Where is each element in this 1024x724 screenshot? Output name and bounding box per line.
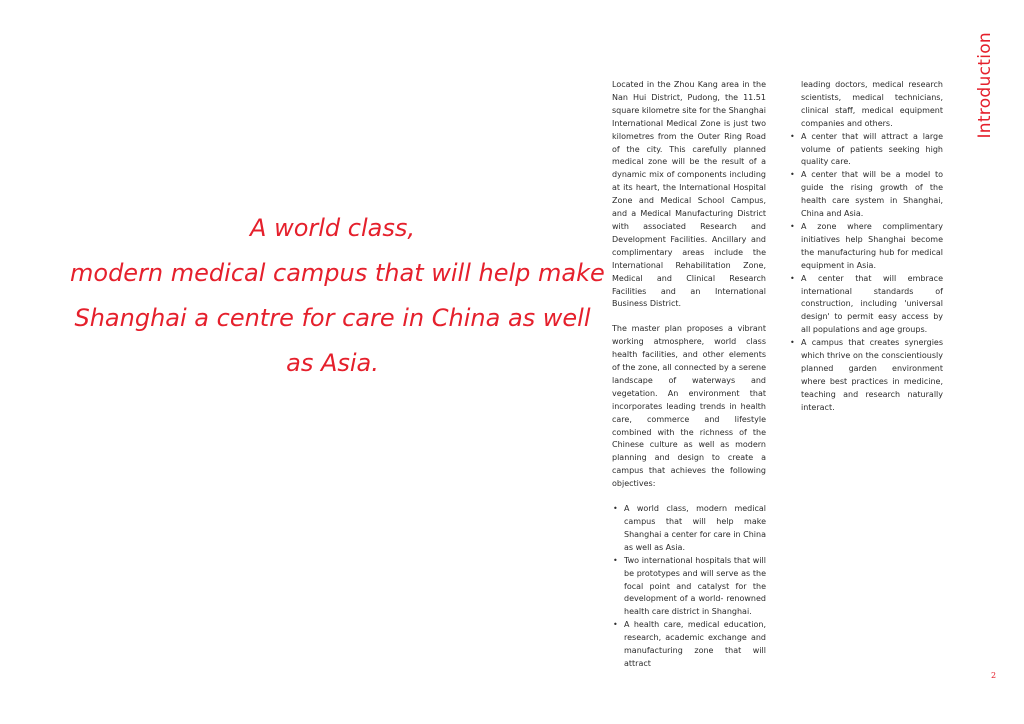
intro-paragraph: Located in the Zhou Kang area in the Nan Hui District, Pudong, the 11.51 square kilometre site for the Shanghai International Medical Zone is just two kilometres from the Outer Ring Road of the city. This carefully planned medical zone will be the result of a dynamic mix of components including at its heart, the International Hospital Zone and Medical School Campus, and a Medical Manufacturing District with associated Research and Development Facilities. Ancillary and complimentary areas include the International Rehabilitation Zone, Medical and Clinical Research Facilities and an International Business District. <box>612 80 766 309</box>
pull-quote-line: A world class, <box>250 214 415 242</box>
objectives-list <box>612 503 766 671</box>
pull-quote-line: as Asia. <box>286 349 379 377</box>
objective-item: • A center that will attract a large volume of patients seeking high quality care. <box>801 131 943 170</box>
text-column-left <box>612 79 766 671</box>
objective-item: • A center that will embrace international standards of construction, including 'universal design' to permit easy access by all populations and age groups. <box>801 273 943 338</box>
pull-quote-line: Shanghai a centre for care in China as well <box>74 304 591 332</box>
section-title: Introduction <box>975 32 995 139</box>
objective-item: • Two international hospitals that will be prototypes and will serve as the focal point and catalyst for the development of a world- renowned health care district in Shanghai. <box>624 555 766 620</box>
objective-continuation: leading doctors, medical research scientists, medical technicians, clinical staff, medical equipment companies and others. <box>801 80 943 128</box>
objective-item: • A campus that creates synergies which thrive on the conscientiously planned garden environment where best practices in medicine, teaching and research naturally interact. <box>801 337 943 414</box>
objective-item: • A health care, medical education, research, academic exchange and manufacturing zone that will attract <box>624 619 766 671</box>
objective-item: • A zone where complimentary initiatives help Shanghai become the manufacturing hub for medical equipment in Asia. <box>801 221 943 273</box>
objective-item: • A center that will be a model to guide the rising growth of the health care system in Shanghai, China and Asia. <box>801 169 943 221</box>
page-number: 2 <box>991 671 997 680</box>
text-column-right <box>789 79 943 415</box>
pull-quote-line: modern medical campus that will help make <box>70 259 605 287</box>
pull-quote <box>70 206 605 386</box>
objective-item: • A world class, modern medical campus that will help make Shanghai a center for care in China as well as Asia. <box>624 503 766 555</box>
objectives-paragraph: The master plan proposes a vibrant working atmosphere, world class health facilities, and other elements of the zone, all connected by a serene landscape of waterways and vegetation. An environment that incorporates leading trends in health care, commerce and lifestyle combined with the richness of the Chinese culture as well as modern planning and design to create a campus that achieves the following objectives: <box>612 324 766 489</box>
objectives-list-continued <box>789 131 943 415</box>
